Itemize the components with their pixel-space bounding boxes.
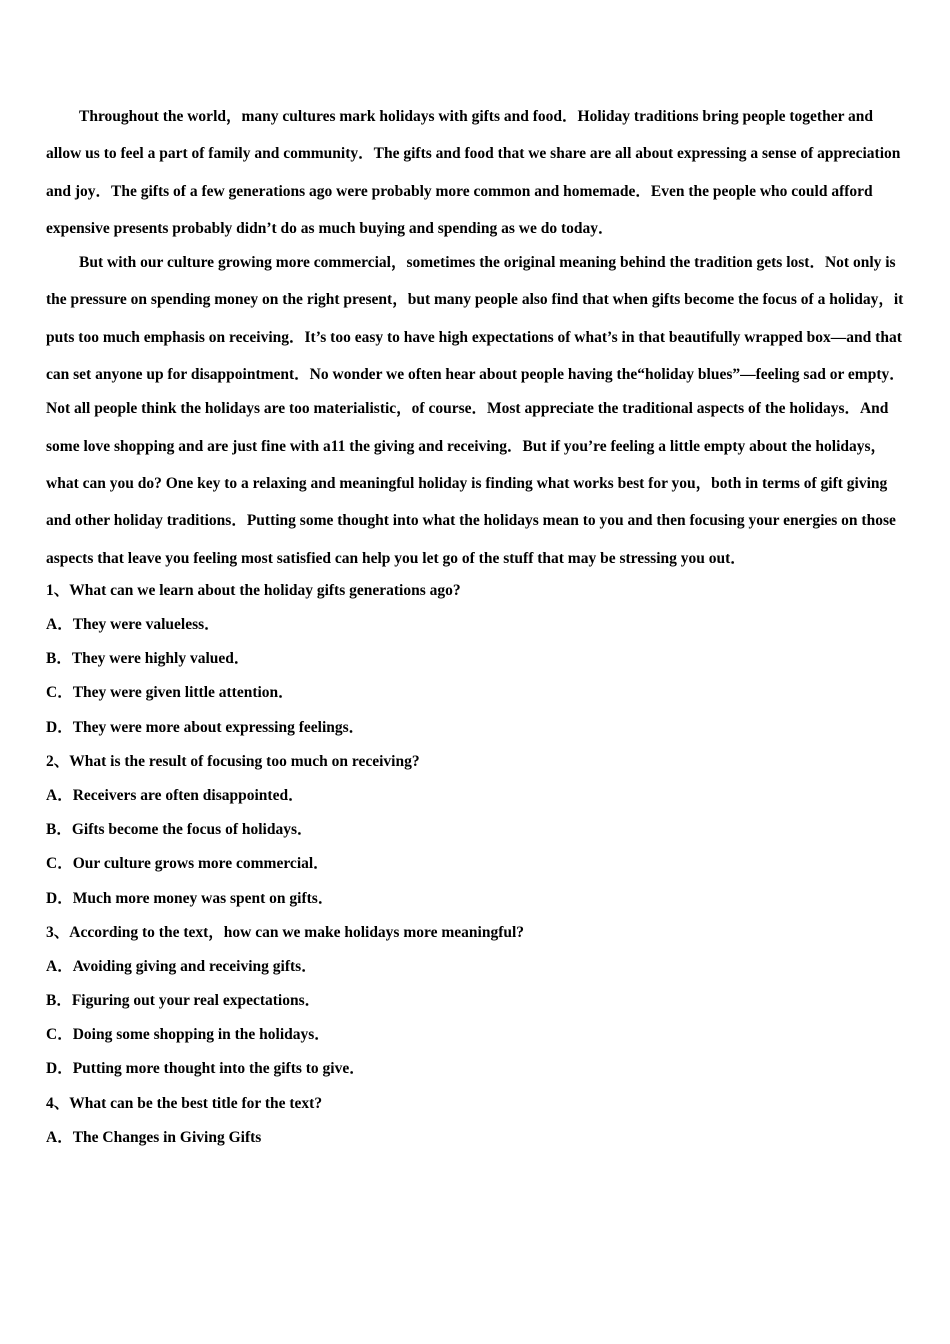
document-content xyxy=(46,98,906,1155)
answer-option-d: D．They were more about expressing feelings． xyxy=(46,718,365,736)
question-stem: 4、What can be the best title for the text? xyxy=(46,1094,323,1112)
question-stem: 2、What is the result of focusing too much on receiving? xyxy=(46,752,420,770)
answer-option-a: A．They were valueless． xyxy=(46,616,220,634)
passage-paragraph-1: Throughout the world，many cultures mark holidays with gifts and food．Holiday traditions bring people together and allow us to feel a part of family and community．The gifts and food that we share are all about expressing a sense of appreciation and joy．The gifts of a few generations ago were probably more common and homemade．Even the people who could afford expensive presents probably didn’t do as much buying and spending as we do today． xyxy=(46,108,901,237)
passage-paragraph-3: Not all people think the holidays are too materialistic，of course．Most appreciate the traditional aspects of the holidays．And some love shopping and are just fine with a11 the giving and receiving．But if you’re feeling a little empty about the holidays，what can you do? One key to a relaxing and meaningful holiday is finding what works best for you，both in terms of gift giving and other holiday traditions．Putting some thought into what the holidays mean to you and then focusing your energies on those aspects that leave you feeling most satisfied can help you let go of the stuff that may be stressing you out． xyxy=(46,400,896,567)
passage xyxy=(46,98,906,577)
question-1 xyxy=(46,574,906,745)
answer-option-b: B．Gifts become the focus of holidays． xyxy=(46,821,313,839)
answer-option-a: A．Avoiding giving and receiving gifts． xyxy=(46,957,317,975)
answer-option-d: D．Much more money was spent on gifts． xyxy=(46,889,334,907)
question-stem: 3、According to the text，how can we make holidays more meaningful? xyxy=(46,923,525,941)
question-2 xyxy=(46,745,906,916)
answer-option-b: B．Figuring out your real expectations． xyxy=(46,992,321,1010)
question-3 xyxy=(46,916,906,1087)
answer-option-d: D．Putting more thought into the gifts to give． xyxy=(46,1060,365,1078)
question-stem: 1、What can we learn about the holiday gifts generations ago? xyxy=(46,581,461,599)
answer-option-b: B．They were highly valued． xyxy=(46,650,250,668)
question-list xyxy=(46,574,906,1155)
passage-paragraph-2: But with our culture growing more commercial，sometimes the original meaning behind the tradition gets lost．Not only is the pressure on spending money on the right present，but many people also find that when gifts become the focus of a holiday，it puts too much emphasis on receiving．It’s too easy to have high expectations of what’s in that beautifully wrapped box—and that can set anyone up for disappointment．No wonder we often hear about people having the“holiday blues”—feeling sad or empty． xyxy=(46,254,905,384)
answer-option-a: A．The Changes in Giving Gifts xyxy=(46,1128,262,1146)
answer-option-a: A．Receivers are often disappointed． xyxy=(46,786,304,804)
question-4 xyxy=(46,1087,906,1155)
answer-option-c: C．They were given little attention． xyxy=(46,684,294,702)
answer-option-c: C．Doing some shopping in the holidays． xyxy=(46,1026,330,1044)
answer-option-c: C．Our culture grows more commercial． xyxy=(46,855,329,873)
